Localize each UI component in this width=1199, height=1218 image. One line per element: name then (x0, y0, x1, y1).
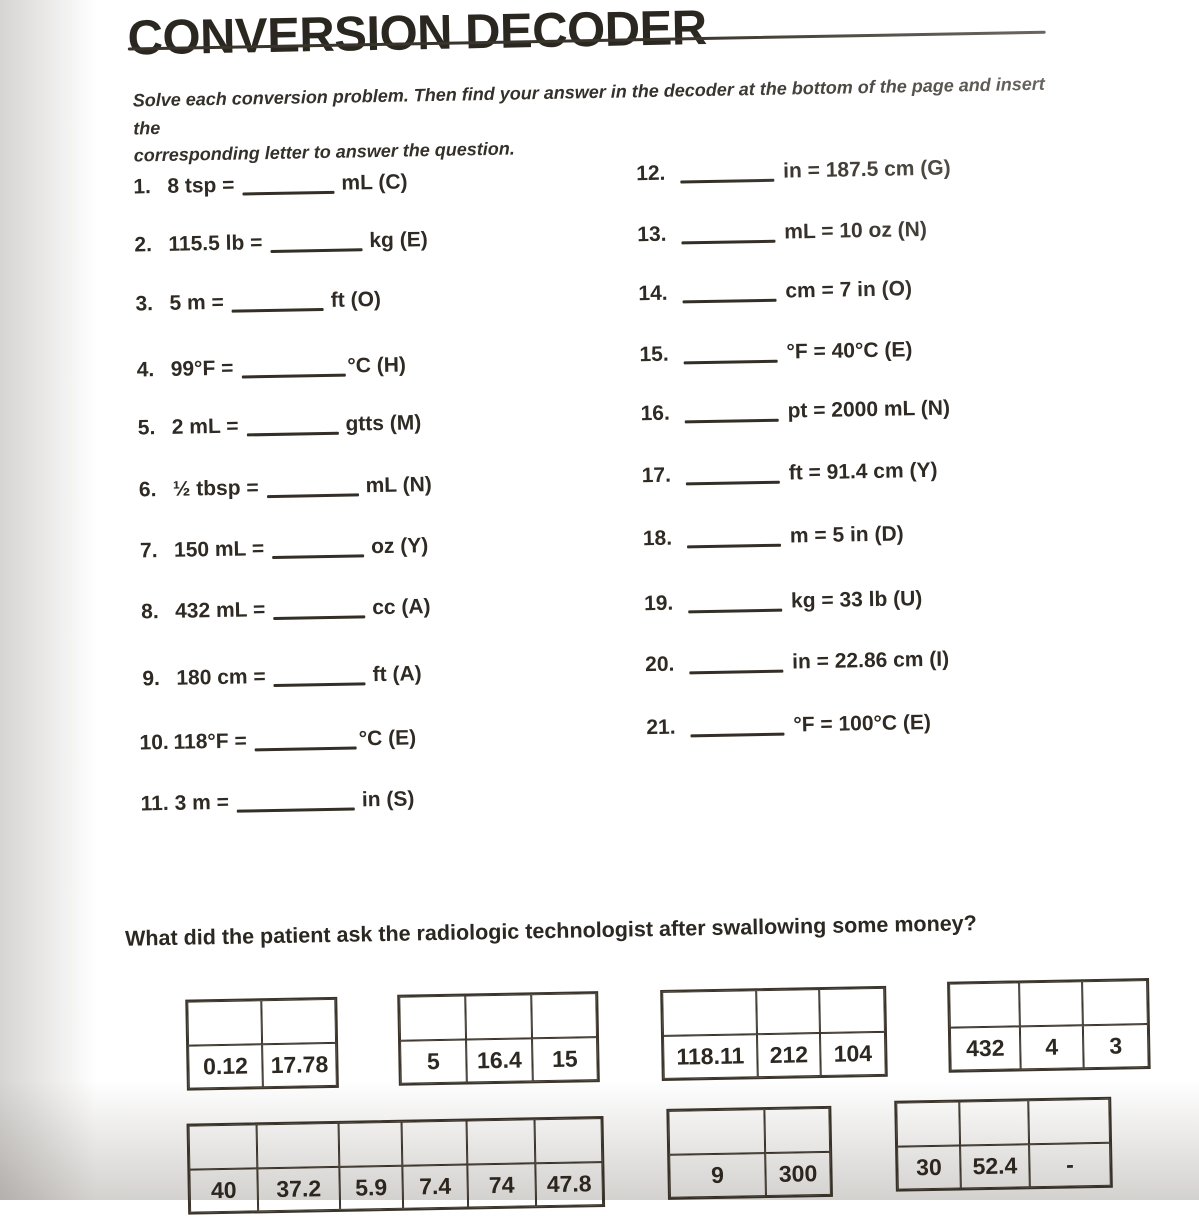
answer-blank (685, 419, 779, 424)
decoder-letter-cell (819, 988, 885, 1033)
decoder-value-cell: 37.2 (257, 1167, 340, 1211)
problem-number: 17. (641, 463, 672, 488)
decoder-letter-cell (531, 993, 597, 1038)
decoder-value-cell: 5.9 (339, 1166, 403, 1210)
answer-blank (690, 733, 784, 738)
answer-blank (237, 808, 355, 813)
problem-number: 16. (640, 401, 671, 426)
answer-blank (272, 554, 364, 559)
problem-unit: cc (A) (371, 595, 431, 620)
decoder-letter-cell (662, 990, 757, 1036)
answer-blank (686, 481, 780, 486)
answer-blank (273, 615, 365, 620)
decoder-letter-cell (189, 1124, 258, 1169)
problem-text: in = 22.86 cm (I) (791, 647, 950, 674)
problem-text: 150 mL = (173, 537, 265, 562)
answer-blank (688, 609, 782, 614)
problem-row (134, 228, 428, 257)
problem-unit: ft (O) (330, 287, 382, 312)
answer-blank (243, 191, 335, 196)
decoder-letter-cell (339, 1122, 403, 1167)
problem-text: mL = 10 oz (N) (784, 217, 928, 244)
problem-text: 5 m = (169, 290, 224, 315)
decoder-letter-cell (467, 1119, 536, 1164)
problem-row (142, 662, 422, 691)
problem-unit: oz (Y) (370, 534, 429, 559)
problem-number: 8. (140, 600, 159, 624)
decoder-letter-cell (535, 1118, 603, 1163)
problem-number: 5. (137, 416, 156, 440)
problem-text: 3 m = (174, 790, 230, 815)
problem-unit: mL (N) (365, 473, 432, 498)
decoder-table (660, 986, 888, 1081)
decoder-value-cell: 432 (950, 1026, 1021, 1070)
decoder-table (894, 1097, 1113, 1192)
problem-row (646, 711, 931, 740)
instructions-line1: Solve each conversion problem. Then find your answer in the decoder at the bottom of the page and insert the (132, 73, 1045, 138)
answer-blank (274, 682, 366, 687)
problem-row (636, 157, 951, 187)
problem-text: 115.5 lb = (168, 231, 263, 256)
problem-unit: °C (H) (347, 353, 407, 378)
problem-text: 118°F = (173, 729, 247, 754)
answer-blank (271, 248, 363, 253)
problem-number: 9. (142, 667, 161, 691)
answer-blank (232, 308, 324, 313)
decoder-value-cell: 0.12 (188, 1044, 263, 1088)
decoder-value-cell: 30 (897, 1145, 961, 1189)
decoder-table (397, 991, 600, 1086)
decoder-letter-cell (187, 1000, 262, 1045)
problem-number: 6. (138, 478, 157, 502)
decoder-value-cell: 300 (765, 1152, 831, 1196)
problem-row (643, 522, 904, 551)
problem-row (639, 338, 912, 367)
decoder-value-cell: 17.78 (262, 1043, 337, 1087)
problem-number: 21. (646, 715, 676, 740)
problem-text: 180 cm = (176, 665, 266, 690)
problem-number: 1. (133, 175, 152, 199)
problem-number: 2. (134, 233, 153, 257)
problem-row (135, 288, 381, 316)
answer-blank (242, 374, 346, 379)
decoder-table (185, 997, 339, 1091)
problem-row (644, 587, 923, 616)
problem-text: °F = 100°C (E) (793, 710, 932, 737)
problem-row (642, 459, 938, 488)
decoder-value-cell: 5 (400, 1040, 467, 1084)
problem-number: 12. (635, 161, 666, 186)
decoder-value-cell: 118.11 (663, 1034, 758, 1079)
answer-blank (684, 360, 778, 365)
decoder-letter-cell (399, 996, 466, 1041)
riddle-question: What did the patient ask the radiologic technologist after swallowing some money? (124, 911, 977, 951)
decoder-value-cell: 212 (757, 1033, 821, 1077)
problem-number: 4. (136, 358, 155, 382)
answer-blank (681, 240, 775, 245)
decoder-value-cell: 4 (1020, 1025, 1084, 1069)
problem-text: ft = 91.4 cm (Y) (788, 458, 938, 485)
decoder-value-cell: 47.8 (535, 1162, 603, 1206)
decoder-letter-cell (959, 1100, 1029, 1145)
problem-unit: kg (E) (369, 228, 428, 253)
problem-number: 10. (139, 730, 169, 755)
decoder-value-cell: 104 (820, 1032, 886, 1076)
decoder-value-cell: 52.4 (960, 1144, 1030, 1188)
decoder-letter-cell (261, 999, 336, 1044)
problem-text: °F = 40°C (E) (786, 338, 913, 364)
problem-row (140, 534, 429, 563)
problem-number: 19. (643, 591, 674, 616)
decoder-letter-cell (1019, 981, 1083, 1026)
decoder-letter-cell (257, 1123, 340, 1168)
decoder-table (947, 978, 1151, 1073)
decoder-value-cell: 3 (1083, 1024, 1149, 1068)
decoder-value-cell: 7.4 (402, 1165, 468, 1209)
problem-text: kg = 33 lb (U) (790, 587, 923, 613)
decoder-letter-cell (756, 989, 820, 1034)
decoder-letter-cell (402, 1121, 468, 1166)
problem-text: pt = 2000 mL (N) (787, 396, 951, 423)
problem-row (141, 595, 431, 624)
decoder-value-cell: 40 (189, 1168, 258, 1212)
decoder-value-cell: 15 (532, 1037, 598, 1081)
decoder-letter-cell (949, 982, 1020, 1027)
answer-blank (267, 493, 359, 498)
instructions-line2: corresponding letter to answer the question. (133, 138, 515, 166)
problem-row (638, 277, 912, 306)
answer-blank (687, 544, 781, 549)
decoder-letter-cell (896, 1102, 960, 1147)
decoder-value-cell: 74 (467, 1163, 536, 1207)
problem-number: 20. (644, 652, 675, 677)
problem-number: 11. (140, 791, 169, 816)
decoder-value-cell: - (1029, 1143, 1111, 1187)
answer-blank (680, 179, 774, 184)
decoder-letter-cell (668, 1109, 765, 1155)
problem-unit: gtts (M) (345, 411, 422, 436)
problem-number: 13. (637, 222, 667, 247)
problem-unit: °C (E) (358, 726, 417, 751)
problem-unit: ft (A) (372, 662, 422, 687)
problem-text: in = 187.5 cm (G) (782, 156, 951, 183)
problem-text: 2 mL = (171, 414, 239, 439)
page-title: CONVERSION DECODER (127, 0, 708, 66)
problem-row (640, 397, 950, 427)
problem-text: cm = 7 in (O) (785, 277, 913, 303)
answer-blank (247, 432, 339, 437)
problem-number: 7. (139, 539, 158, 563)
problem-text: ½ tbsp = (172, 476, 259, 501)
problem-text: 99°F = (170, 356, 234, 381)
decoder-value-cell: 16.4 (466, 1038, 533, 1082)
problem-row (138, 411, 422, 440)
problem-row (645, 648, 949, 678)
decoder-value-cell: 9 (669, 1153, 766, 1198)
problem-text: m = 5 in (D) (789, 522, 904, 548)
problem-number: 14. (638, 281, 668, 306)
answer-blank (255, 746, 357, 751)
problem-text: 8 tsp = (167, 173, 235, 198)
problem-row (140, 787, 414, 816)
decoder-letter-cell (465, 994, 532, 1039)
decoder-letter-cell (764, 1108, 830, 1153)
instructions (133, 70, 1064, 170)
answer-blank (689, 670, 783, 675)
problem-row (139, 473, 432, 502)
problem-number: 18. (642, 526, 673, 551)
problem-unit: in (S) (361, 787, 415, 812)
problem-unit: mL (C) (341, 170, 408, 195)
decoder-table (666, 1106, 833, 1200)
problem-number: 3. (135, 292, 154, 316)
problem-row (139, 726, 416, 755)
problem-text: 432 mL = (174, 598, 266, 623)
problem-row (136, 354, 406, 383)
decoder-letter-cell (1028, 1099, 1110, 1144)
problem-row (637, 218, 927, 247)
decoder-letter-cell (1082, 980, 1148, 1025)
problem-row (133, 170, 408, 199)
problem-number: 15. (639, 342, 669, 367)
answer-blank (683, 299, 777, 304)
